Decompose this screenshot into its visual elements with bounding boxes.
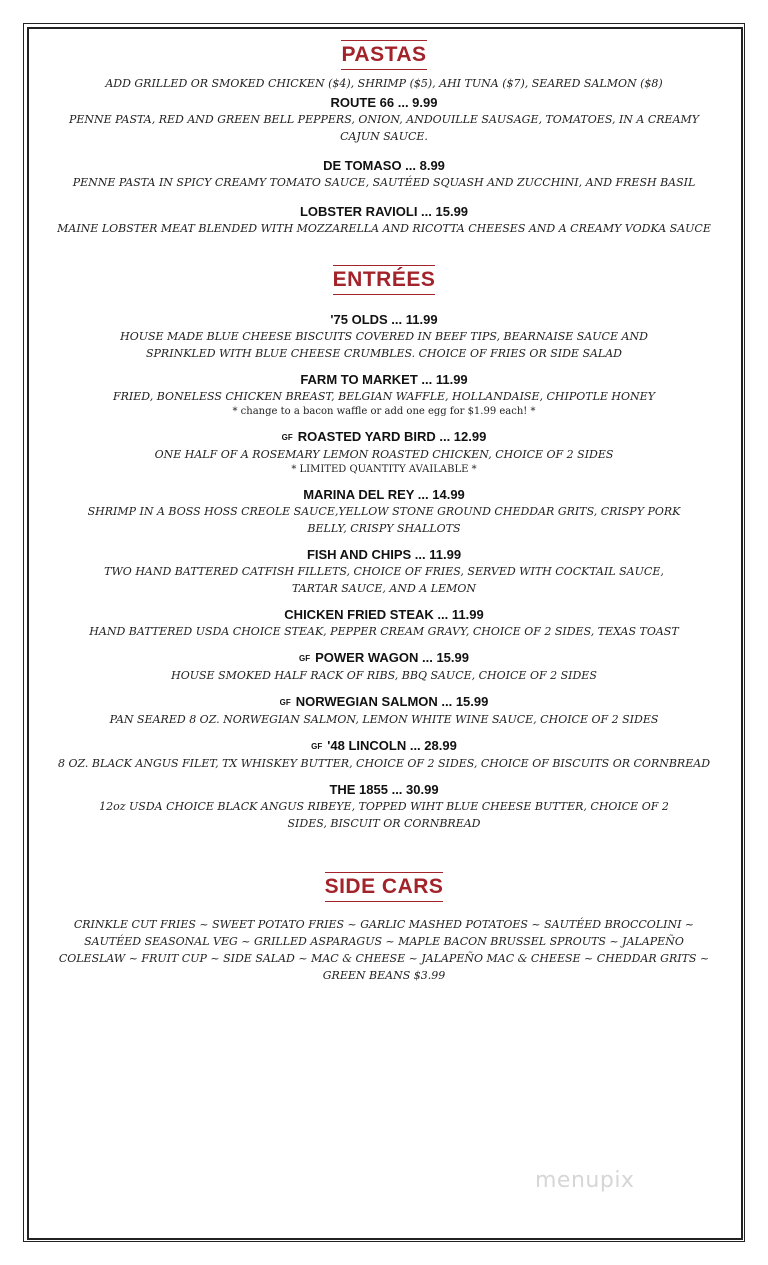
menu-item xyxy=(40,94,728,145)
item-description: 12oz USDA CHOICE BLACK ANGUS RIBEYE, TOPPED WIHT BLUE CHEESE BUTTER, CHOICE OF 2 SIDES, BISCUIT OR CORNBREAD xyxy=(99,800,669,830)
item-name-text: ROASTED YARD BIRD ... 12.99 xyxy=(297,429,487,444)
item-name-text: FISH AND CHIPS ... 11.99 xyxy=(306,547,462,562)
menu-item xyxy=(40,649,728,684)
item-description: 8 OZ. BLACK ANGUS FILET, TX WHISKEY BUTTER, CHOICE OF 2 SIDES, CHOICE OF BISCUITS OR CORNBREAD xyxy=(57,757,711,770)
item-name xyxy=(40,693,728,711)
item-name xyxy=(40,781,728,798)
item-description: PENNE PASTA, RED AND GREEN BELL PEPPERS, ONION, ANDOUILLE SAUSAGE, TOMATOES, IN A CREAMY CAJUN SAUCE. xyxy=(68,113,700,143)
gluten-free-badge: GF xyxy=(279,698,291,707)
item-name-text: THE 1855 ... 30.99 xyxy=(329,782,439,797)
item-name xyxy=(40,311,728,328)
item-name xyxy=(40,606,728,623)
item-note: * change to a bacon waffle or add one egg for $1.99 each! * xyxy=(232,406,536,417)
item-description: TWO HAND BATTERED CATFISH FILLETS, CHOICE OF FRIES, SERVED WITH COCKTAIL SAUCE, TARTAR SAUCE, AND A LEMON xyxy=(104,565,664,595)
menu-item xyxy=(40,157,728,191)
menu-item xyxy=(40,428,728,477)
gluten-free-badge: GF xyxy=(299,654,311,663)
item-name xyxy=(40,371,728,388)
item-name-text: CHICKEN FRIED STEAK ... 11.99 xyxy=(284,607,484,622)
section-title-entrees: ENTRÉES xyxy=(333,265,436,295)
item-name-text: POWER WAGON ... 15.99 xyxy=(315,650,469,665)
item-description: ONE HALF OF A ROSEMARY LEMON ROASTED CHICKEN, CHOICE OF 2 SIDES xyxy=(154,448,614,461)
item-description: HOUSE MADE BLUE CHEESE BISCUITS COVERED IN BEEF TIPS, BEARNAISE SAUCE AND SPRINKLED WITH BLUE CHEESE CRUMBLES. CHOICE OF FRIES OR SIDE SALAD xyxy=(120,330,648,360)
item-name-text: MARINA DEL REY ... 14.99 xyxy=(303,487,465,502)
menu-item xyxy=(40,606,728,640)
item-description: HAND BATTERED USDA CHOICE STEAK, PEPPER CREAM GRAVY, CHOICE OF 2 SIDES, TEXAS TOAST xyxy=(89,625,679,638)
item-description: HOUSE SMOKED HALF RACK OF RIBS, BBQ SAUCE, CHOICE OF 2 SIDES xyxy=(171,669,597,682)
item-name xyxy=(40,546,728,563)
item-name: LOBSTER RAVIOLI ... 15.99 xyxy=(299,204,469,219)
item-description: PAN SEARED 8 OZ. NORWEGIAN SALMON, LEMON WHITE WINE SAUCE, CHOICE OF 2 SIDES xyxy=(109,713,659,726)
gluten-free-badge: GF xyxy=(281,433,293,442)
menu-item xyxy=(40,781,728,832)
section-title-pastas: PASTAS xyxy=(341,40,426,70)
menu-item xyxy=(40,203,728,237)
item-description: FRIED, BONELESS CHICKEN BREAST, BELGIAN WAFFLE, HOLLANDAISE, CHIPOTLE HONEY xyxy=(113,390,655,403)
section-title-side-cars: SIDE CARS xyxy=(325,872,444,902)
item-description: SHRIMP IN A BOSS HOSS CREOLE SAUCE,YELLOW STONE GROUND CHEDDAR GRITS, CRISPY PORK BELLY, CRISPY SHALLOTS xyxy=(87,505,681,535)
item-name-text: NORWEGIAN SALMON ... 15.99 xyxy=(295,694,489,709)
section-entrees xyxy=(40,265,728,832)
item-name xyxy=(40,649,728,667)
pastas-addons-note: ADD GRILLED OR SMOKED CHICKEN ($4), SHRIMP ($5), AHI TUNA ($7), SEARED SALMON ($8) xyxy=(105,77,663,90)
item-name-text: '75 OLDS ... 11.99 xyxy=(330,312,438,327)
item-note: * LIMITED QUANTITY AVAILABLE * xyxy=(291,464,477,475)
gluten-free-badge: GF xyxy=(311,742,323,751)
menu-item xyxy=(40,486,728,537)
section-pastas xyxy=(40,40,728,237)
item-name xyxy=(40,486,728,503)
menu-item xyxy=(40,371,728,419)
item-name: DE TOMASO ... 8.99 xyxy=(323,158,445,173)
item-name xyxy=(40,428,728,446)
menu-item xyxy=(40,693,728,728)
item-description: PENNE PASTA IN SPICY CREAMY TOMATO SAUCE, SAUTÉED SQUASH AND ZUCCHINI, AND FRESH BASIL xyxy=(72,176,696,189)
item-name-text: FARM TO MARKET ... 11.99 xyxy=(300,372,468,387)
menu-item xyxy=(40,737,728,772)
menu-content xyxy=(40,36,728,984)
item-description: MAINE LOBSTER MEAT BLENDED WITH MOZZARELLA AND RICOTTA CHEESES AND A CREAMY VODKA SAUCE xyxy=(57,222,711,235)
side-cars-list: CRINKLE CUT FRIES ~ SWEET POTATO FRIES ~ GARLIC MASHED POTATOES ~ SAUTÉED BROCCOLINI ~ SAUTÉED SEASONAL VEG ~ GRILLED ASPARAGUS ~ MAPLE BACON BRUSSEL SPROUTS ~ JALAPEÑO COLESLAW ~ FRUIT CUP ~ SIDE SALAD ~ MAC & CHEESE ~ JALAPEÑO MAC & CHEESE ~ CHEDDAR GRITS ~ GREEN BEANS $3.99 xyxy=(58,918,710,982)
menu-item xyxy=(40,546,728,597)
menu-item xyxy=(40,311,728,362)
item-name xyxy=(40,737,728,755)
watermark-logo: menupix xyxy=(535,1168,635,1193)
item-name: ROUTE 66 ... 9.99 xyxy=(330,95,438,110)
section-side-cars xyxy=(40,872,728,984)
item-name-text: '48 LINCOLN ... 28.99 xyxy=(327,738,457,753)
